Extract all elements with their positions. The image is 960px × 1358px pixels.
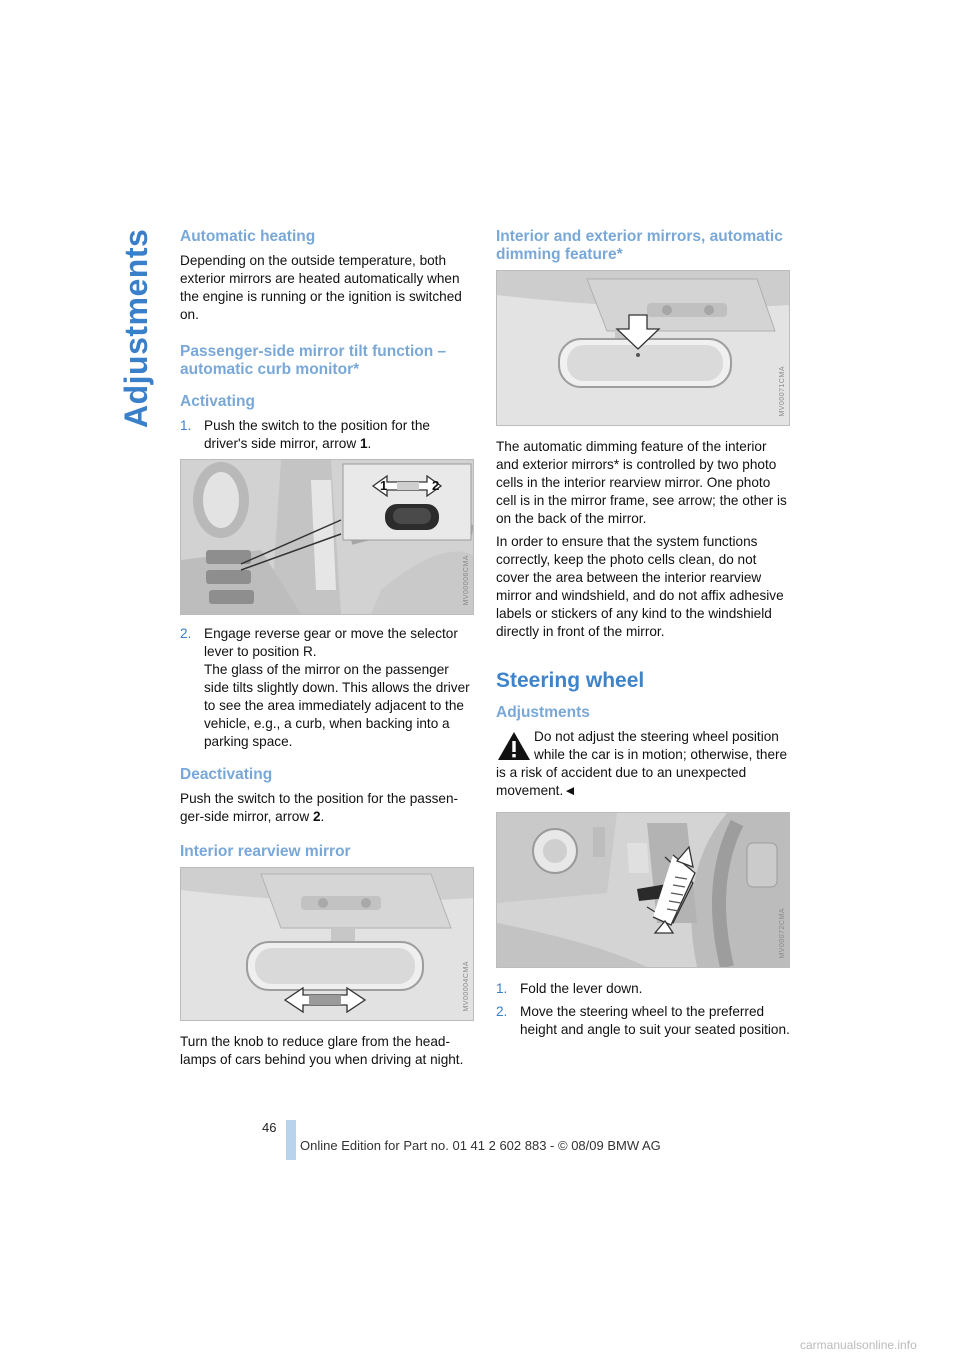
rearview-mirror-text: Turn the knob to reduce glare from the head-lamps of cars behind you when driving at night. (180, 1034, 464, 1067)
figure-code: MV00072CMA (779, 908, 786, 959)
page-number: 46 (262, 1120, 277, 1135)
mirror-switch-illustration (181, 460, 473, 614)
activate-step-1: 1. Push the switch to the position for the driver's side mirror, arrow 1. (180, 418, 430, 451)
step-text: Engage reverse gear or move the selector lever to position R. (204, 626, 458, 659)
steering-lever-figure (496, 812, 790, 968)
watermark: carmanualsonline.info (800, 1338, 917, 1352)
rearview-mirror-heading: Interior rearview mirror (180, 843, 351, 860)
warning-triangle-icon (496, 730, 532, 762)
auto-dimming-figure (496, 270, 790, 426)
right-column (496, 228, 792, 1044)
deactivating-heading: Deactivating (180, 766, 273, 783)
rearview-mirror-illustration (181, 868, 473, 1020)
steering-lever-illustration (497, 813, 789, 967)
mirror-switch-figure (180, 459, 474, 615)
footer-accent-bar (286, 1120, 296, 1160)
auto-dimming-illustration (497, 271, 789, 425)
deactivating-text: Push the switch to the position for the passen-ger-side mirror, arrow 2. (180, 791, 459, 824)
adjustments-heading: Adjustments (496, 704, 590, 721)
figure-code: MV00004CMA (463, 961, 470, 1012)
step-text: Fold the lever down. (520, 981, 643, 996)
steering-warning (496, 728, 792, 800)
rearview-mirror-figure (180, 867, 474, 1021)
arrow-ref: 2 (312, 809, 321, 824)
activate-step-2 (180, 625, 476, 751)
auto-dimming-text-1: The automatic dimming feature of the interior and exterior mirrors* is controlled by two photo cells in the interior rearview mirror. One photo cell is in the mirror frame, see arrow; the other is on the back of the mirror. (496, 439, 787, 526)
activating-heading: Activating (180, 393, 255, 410)
step-number: 1. (180, 418, 192, 433)
step-text: Push the switch to the position for the driver's side mirror, arrow (204, 418, 430, 451)
warning-text-first: Do not adjust the steering wheel position while the car is in motion; otherwise, there (534, 729, 788, 762)
figure-code: MV00071CMA (779, 366, 786, 417)
side-section-tab (118, 228, 158, 428)
step-number: 2. (180, 626, 192, 641)
step-number: 2. (496, 1004, 508, 1019)
footer-edition-text: Online Edition for Part no. 01 41 2 602 883 - © 08/09 BMW AG (300, 1138, 661, 1153)
steering-step-1 (496, 980, 792, 998)
auto-dimming-text-2: In order to ensure that the system functions correctly, keep the photo cells clean, do not cover the area between the interior rearview mirror and windshield, and do not affix adhesive labels or stickers of any kind to the windshield directly in front of the mirror. (496, 534, 784, 639)
steering-step-2 (496, 1003, 792, 1039)
arrow-ref: 1 (359, 436, 368, 451)
step-text-detail: The glass of the mirror on the passenger side tilts slightly down. This allows the driver to see the area immediately adjacent to the vehicle, e.g., a curb, when backing into a parking space. (204, 662, 470, 749)
auto-heating-heading: Automatic heating (180, 228, 316, 245)
figure-code: MV00006CMA (463, 555, 470, 606)
arrow-label-2: 2 (432, 478, 440, 493)
steering-wheel-heading: Steering wheel (496, 669, 645, 692)
warning-text-rest: is a risk of accident due to an unexpected movement.◄ (496, 765, 747, 798)
auto-dimming-heading: Interior and exterior mirrors, automatic dimming feature* (496, 228, 783, 263)
side-section-label: Adjustments (118, 228, 154, 428)
tilt-function-heading: Passenger-side mirror tilt function – automatic curb monitor* (180, 343, 447, 378)
auto-heating-text: Depending on the outside temperature, both exterior mirrors are heated automatically when the engine is running or the ignition is switched on. (180, 253, 462, 322)
step-text: Move the steering wheel to the preferred height and angle to suit your seated position. (520, 1004, 790, 1037)
step-number: 1. (496, 981, 508, 996)
arrow-label-1: 1 (380, 478, 388, 493)
left-column (180, 228, 476, 1074)
